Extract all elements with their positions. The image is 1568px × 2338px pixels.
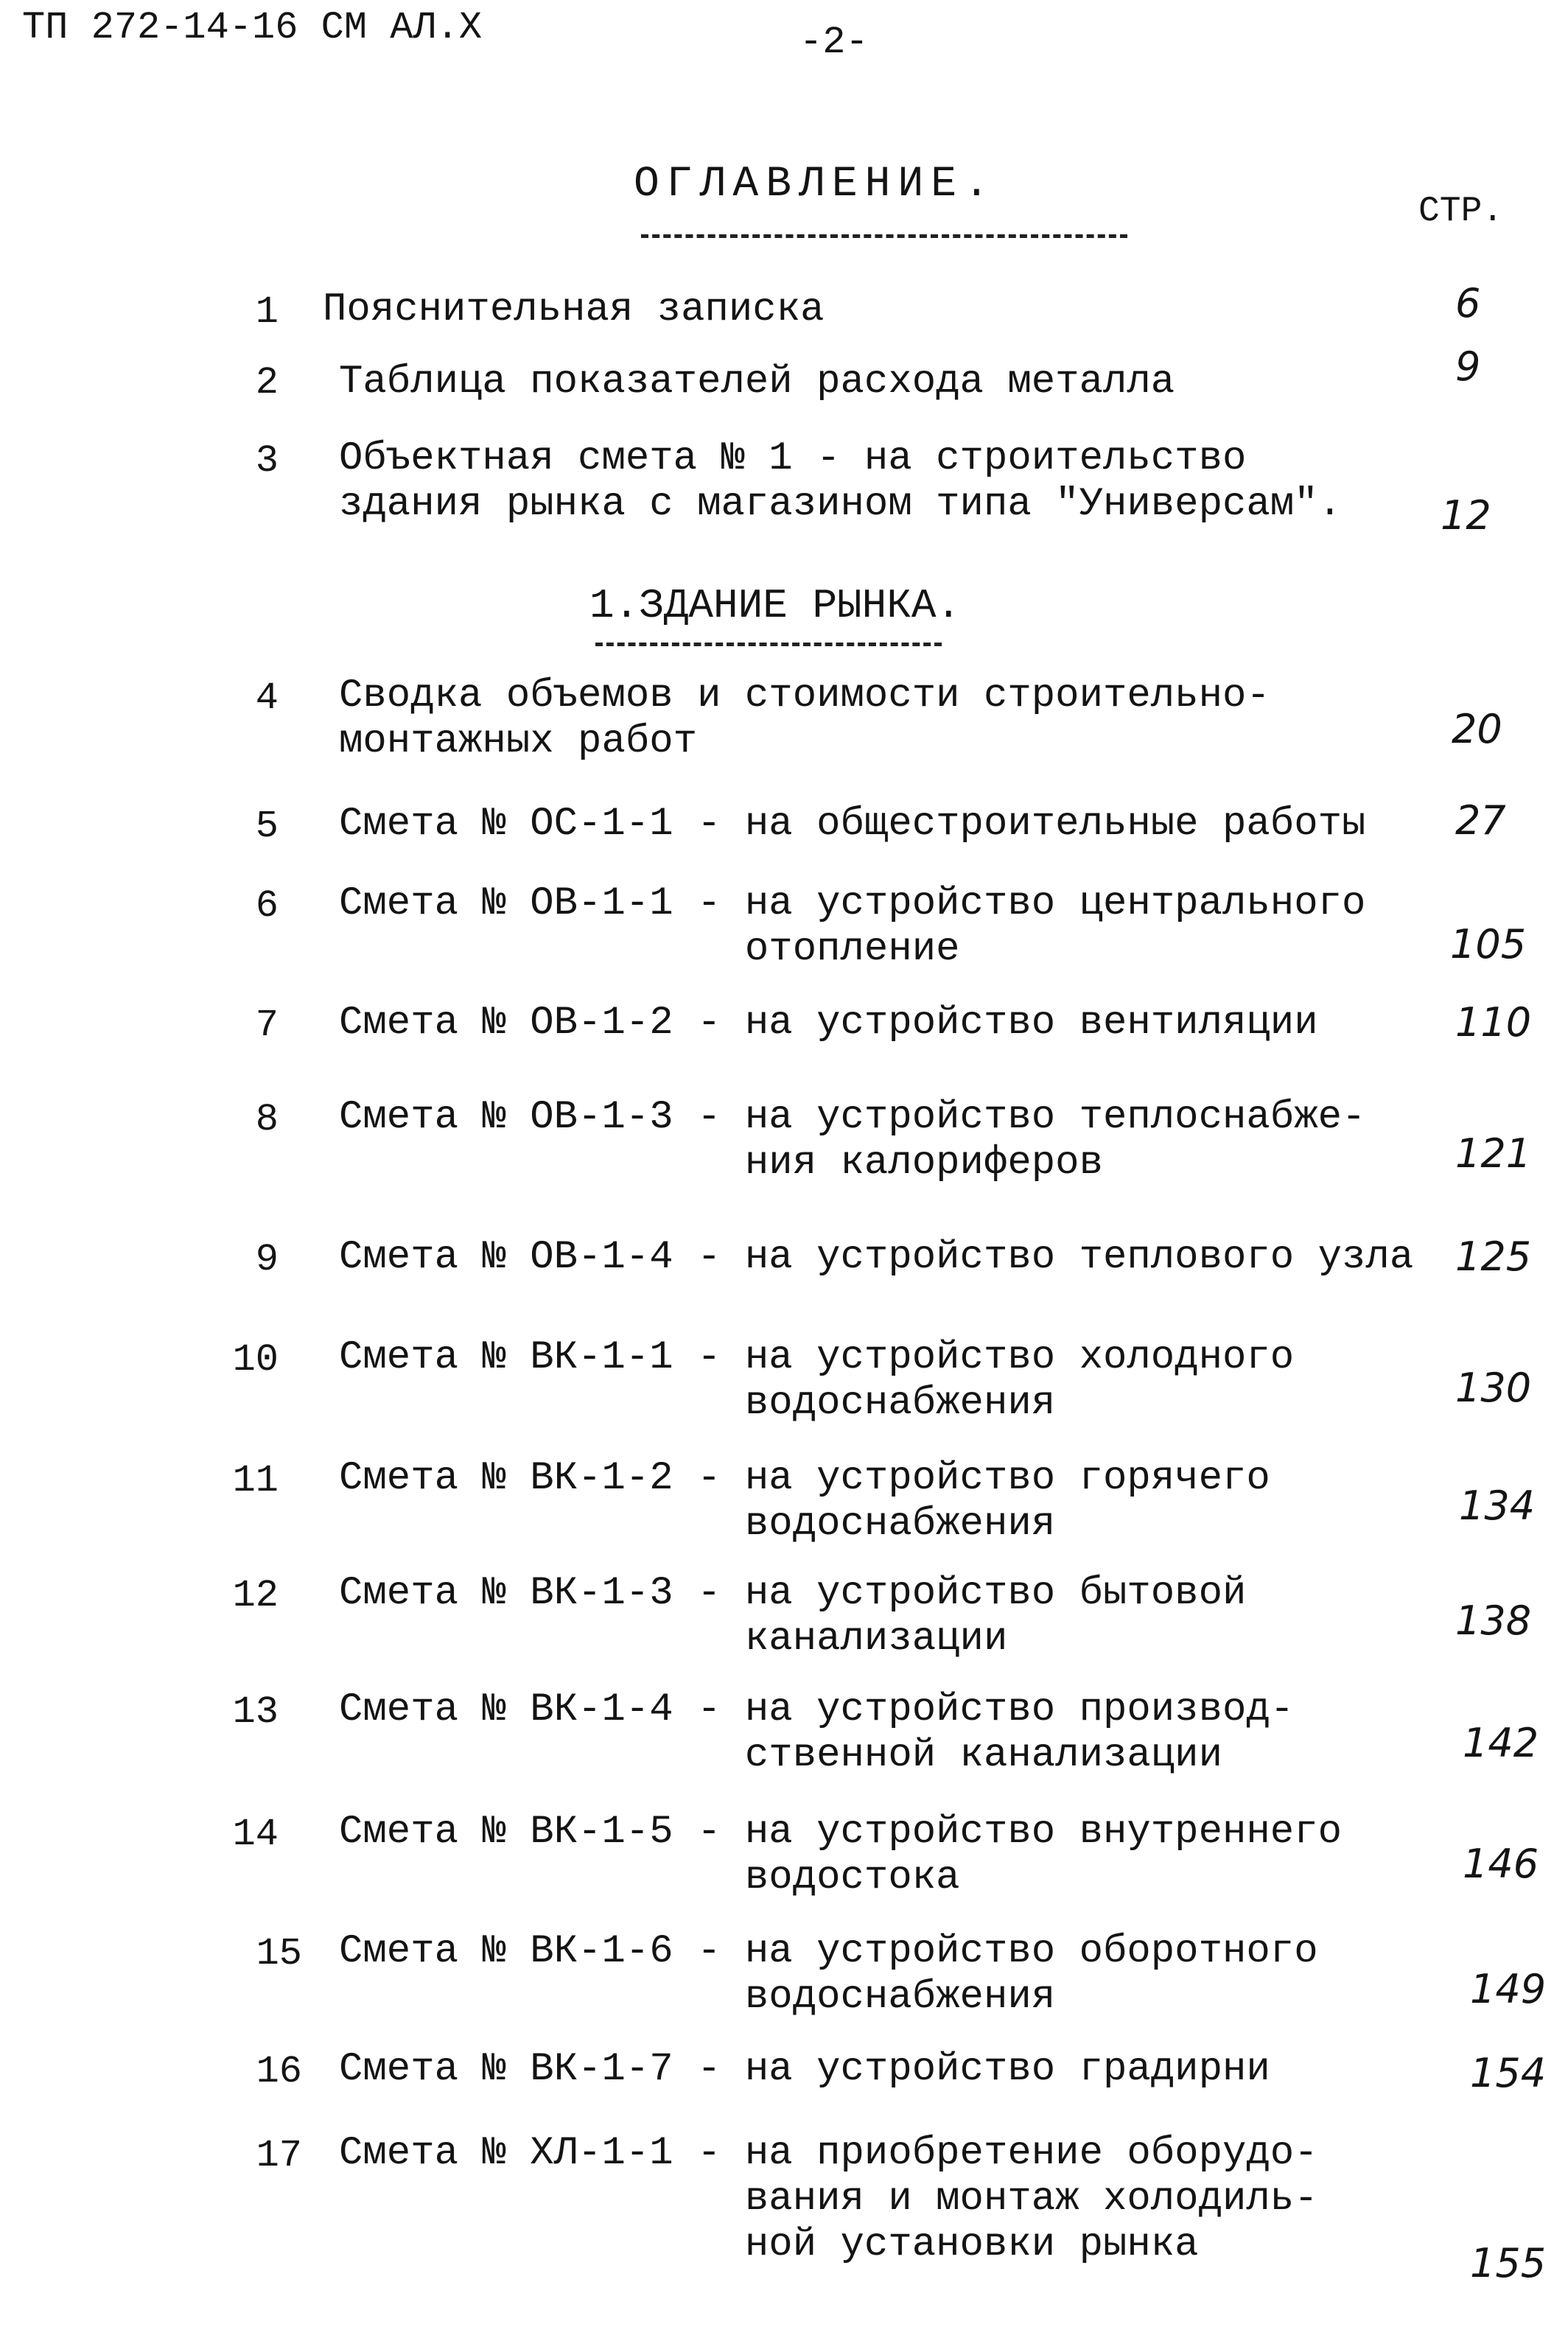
entry-number: 14 bbox=[232, 1813, 279, 1856]
entry-text: Смета № ВК-1-4 - на устройство производ- ственной канализации bbox=[339, 1687, 1295, 1778]
entry-number: 4 bbox=[255, 676, 279, 720]
entry-page: 105 bbox=[1450, 921, 1527, 967]
entry-number: 1 bbox=[255, 290, 279, 334]
entry-number: 12 bbox=[232, 1574, 279, 1617]
entry-page: 149 bbox=[1470, 1966, 1547, 2012]
entry-text: Смета № ОВ-1-1 - на устройство центрального отопление bbox=[339, 881, 1366, 972]
entry-text: Смета № ОВ-1-4 - на устройство теплового узла bbox=[339, 1235, 1414, 1280]
entry-page: 110 bbox=[1455, 999, 1532, 1046]
entry-page: 12 bbox=[1441, 492, 1491, 539]
entry-text: Пояснительная записка bbox=[323, 287, 825, 332]
entry-page: 27 bbox=[1455, 797, 1506, 844]
entry-number: 17 bbox=[256, 2134, 302, 2177]
entry-page: 9 bbox=[1455, 343, 1481, 390]
entry-text: Объектная смета № 1 - на строительство здания рынка с магазином типа "Универсам". bbox=[339, 436, 1343, 527]
entry-text: Смета № ХЛ-1-1 - на приобретение оборудо- вания и монтаж холодиль- ной установки рынка bbox=[339, 2131, 1318, 2267]
entry-number: 10 bbox=[232, 1338, 279, 1382]
entry-text: Таблица показателей расхода металла bbox=[339, 360, 1175, 405]
entry-number: 5 bbox=[255, 805, 279, 848]
entry-page: 6 bbox=[1455, 280, 1481, 326]
entry-text: Смета № ОВ-1-2 - на устройство вентиляции bbox=[339, 1001, 1318, 1046]
entry-number: 11 bbox=[232, 1459, 279, 1502]
entry-number: 13 bbox=[232, 1690, 279, 1734]
page-column-label: СТР. bbox=[1418, 192, 1504, 231]
entry-page: 155 bbox=[1470, 2240, 1547, 2286]
entry-page: 125 bbox=[1455, 1233, 1532, 1280]
entry-page: 130 bbox=[1455, 1365, 1532, 1411]
entry-number: 9 bbox=[255, 1238, 279, 1281]
entry-text: Смета № ОС-1-1 - на общестроительные работы bbox=[339, 802, 1366, 847]
section-underline bbox=[595, 643, 942, 646]
entry-number: 3 bbox=[255, 439, 279, 483]
entry-page: 134 bbox=[1459, 1483, 1536, 1529]
entry-number: 7 bbox=[255, 1004, 279, 1047]
entry-number: 16 bbox=[256, 2050, 302, 2093]
title-underline bbox=[641, 234, 1127, 238]
entry-text: Смета № ВК-1-1 - на устройство холодного водоснабжения bbox=[339, 1335, 1295, 1426]
entry-number: 15 bbox=[256, 1932, 302, 1975]
page-number: -2- bbox=[799, 21, 869, 64]
document-code: ТП 272-14-16 СМ АЛ.Х bbox=[22, 6, 483, 49]
section-title: 1.ЗДАНИЕ РЫНКА. bbox=[589, 582, 962, 629]
entry-page: 154 bbox=[1470, 2050, 1547, 2096]
entry-text: Сводка объемов и стоимости строительно- монтажных работ bbox=[339, 673, 1270, 764]
entry-text: Смета № ВК-1-6 - на устройство оборотного водоснабжения bbox=[339, 1929, 1318, 2020]
toc-title: ОГЛАВЛЕНИЕ. bbox=[634, 161, 997, 209]
entry-page: 142 bbox=[1463, 1720, 1539, 1766]
entry-text: Смета № ВК-1-3 - на устройство бытовой канализации bbox=[339, 1571, 1247, 1662]
entry-text: Смета № ВК-1-5 - на устройство внутреннего водостока bbox=[339, 1810, 1343, 1900]
entry-page: 146 bbox=[1463, 1841, 1539, 1887]
entry-text: Смета № ВК-1-7 - на устройство градирни bbox=[339, 2047, 1270, 2092]
entry-page: 121 bbox=[1455, 1130, 1532, 1177]
entry-number: 8 bbox=[255, 1098, 279, 1141]
entry-page: 138 bbox=[1455, 1597, 1532, 1644]
entry-text: Смета № ОВ-1-3 - на устройство теплоснабже- ния калориферов bbox=[339, 1095, 1366, 1186]
entry-number: 6 bbox=[255, 884, 279, 928]
entry-number: 2 bbox=[255, 361, 279, 405]
entry-page: 20 bbox=[1452, 706, 1502, 752]
entry-text: Смета № ВК-1-2 - на устройство горячего водоснабжения bbox=[339, 1456, 1270, 1547]
